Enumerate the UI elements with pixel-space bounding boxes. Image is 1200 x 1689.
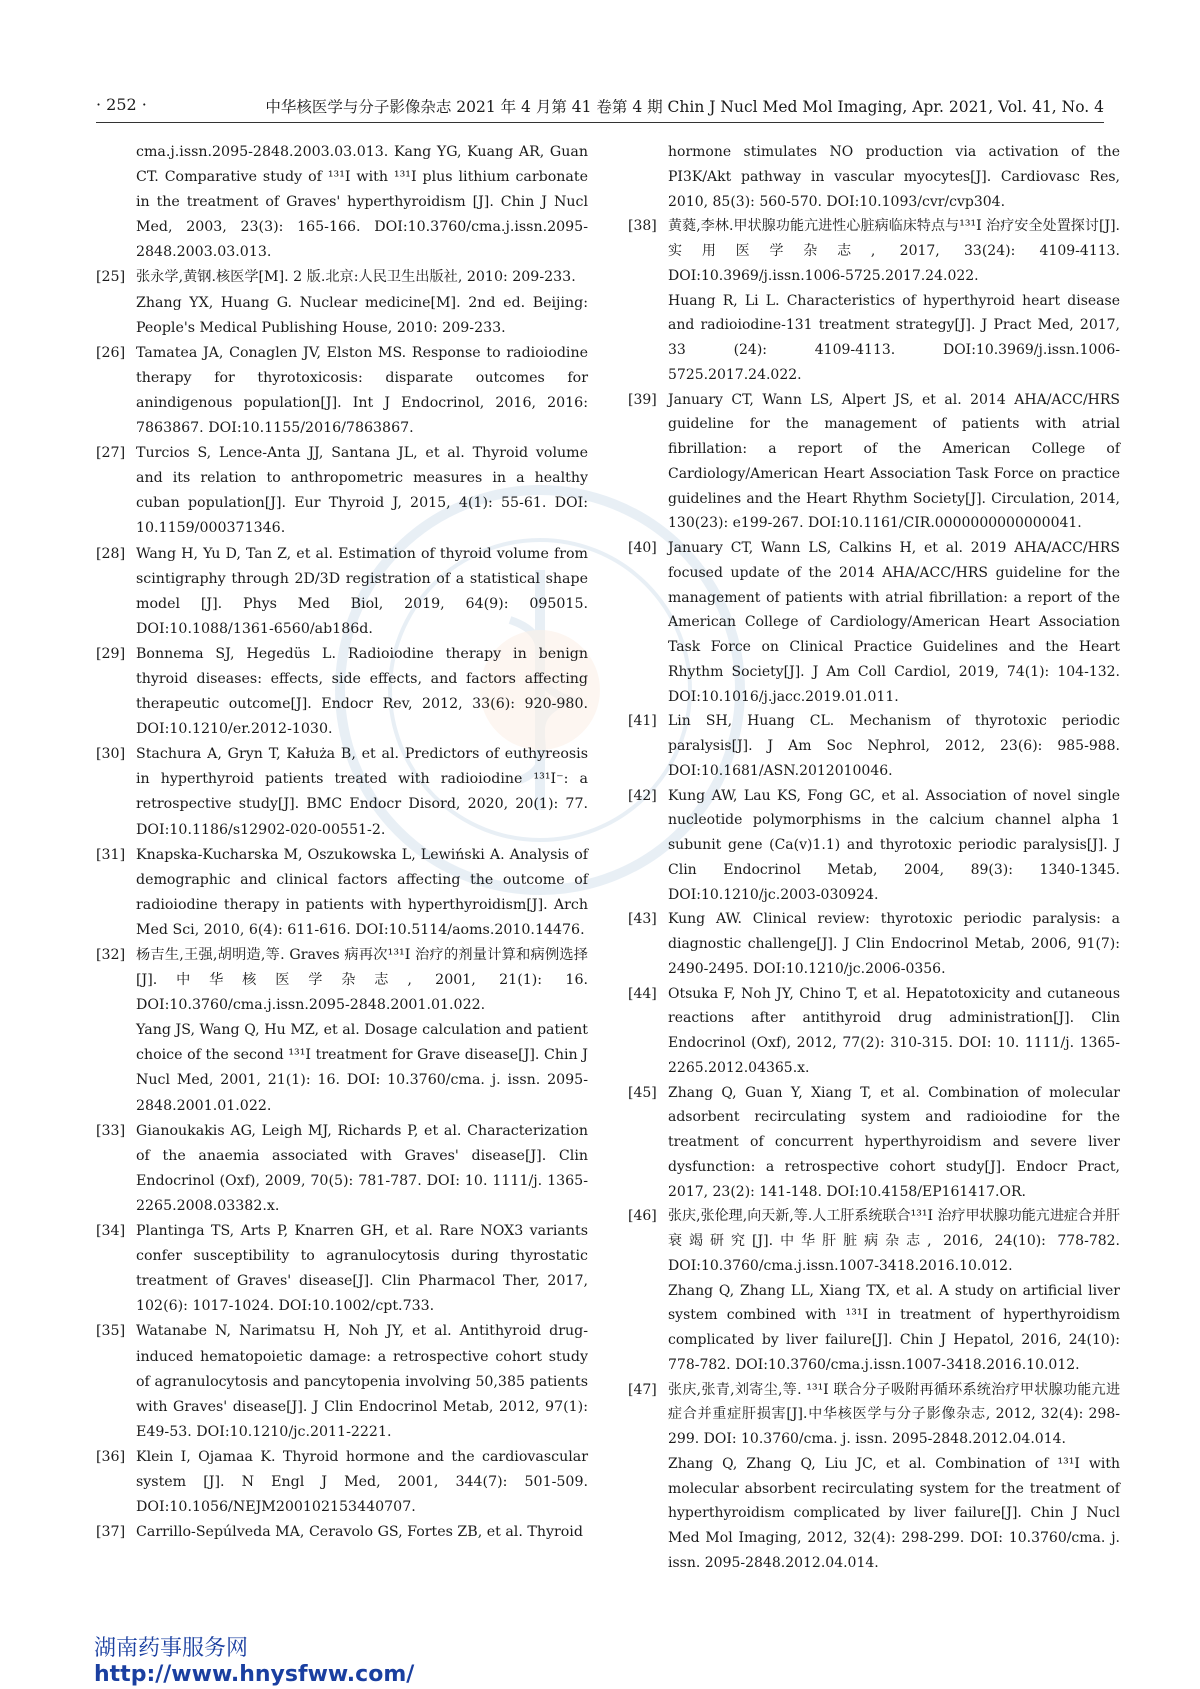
header-rule xyxy=(96,122,1104,123)
reference-number: [39] xyxy=(628,391,657,408)
left-column xyxy=(96,140,588,1545)
reference-item xyxy=(96,943,588,1119)
reference-text: Tamatea JA, Conaglen JV, Elston MS. Response to radioiodine therapy for thyrotoxicosis: disparate outcomes for anindigenous population[J]. Int J Endocrinol, 2016, 2016: 7863867. DOI:10.1155/2016/7863867. xyxy=(136,344,588,437)
reference-item xyxy=(628,1081,1120,1205)
reference-text: January CT, Wann LS, Alpert JS, et al. 2014 AHA/ACC/HRS guideline for the management of patients with atrial fibrillation: a report of the American College of Cardiology/American Heart Association Task Force on practice guidelines and the Heart Rhythm Society[J]. Circulation, 2014, 130(23): e199-267. DOI:10.1161/CIR.0000000000000041. xyxy=(668,391,1120,532)
reference-item xyxy=(628,388,1120,537)
journal-title: 中华核医学与分子影像杂志 2021 年 4 月第 41 卷第 4 期 Chin J Nucl Med Mol Imaging, Apr. 2021, Vol. 41, No. 4 xyxy=(265,98,1104,116)
reference-number: [35] xyxy=(96,1323,126,1340)
footer-watermark xyxy=(94,1636,414,1688)
reference-text: Plantinga TS, Arts P, Knarren GH, et al. Rare NOX3 variants confer susceptibility to agranulocytosis during thyrostatic treatment of Graves' disease[J]. Clin Pharmacol Ther, 2017, 102(6): 1017-1024. DOI:10.1002/cpt.733. xyxy=(136,1223,588,1315)
reference-number: [31] xyxy=(96,846,126,863)
reference-item xyxy=(96,341,588,441)
reference-text: Lin SH, Huang CL. Mechanism of thyrotoxic periodic paralysis[J]. J Am Soc Nephrol, 2012, 23(6): 985-988. DOI:10.1681/ASN.2012010046. xyxy=(668,713,1120,779)
reference-number: [38] xyxy=(628,218,657,235)
reference-translation: Zhang YX, Huang G. Nuclear medicine[M]. 2nd ed. Beijing: People's Medical Publishing House, 2010: 209-233. xyxy=(136,294,588,336)
reference-text: Watanabe N, Narimatsu H, Noh JY, et al. Antithyroid drug-induced hematopoietic damage: a retrospective cohort study of agranulocytosis and pancytopenia involving 50,385 patients with Graves' disease[J]. J Clin Endocrinol Metab, 2012, 97(1): E49-53. DOI:10.1210/jc.2011-2221. xyxy=(136,1323,588,1440)
reference-text: Turcios S, Lence-Anta JJ, Santana JL, et al. Thyroid volume and its relation to anthropometric measures in a healthy cuban population[J]. Eur Thyroid J, 2015, 4(1): 55-61. DOI: 10.1159/000371346. xyxy=(136,445,588,537)
reference-text: Kung AW, Lau KS, Fong GC, et al. Association of novel single nucleotide polymorphisms in the calcium channel alpha 1 subunit gene (Ca(v)1.1) and thyrotoxic periodic paralysis[J]. J Clin Endocrinol Metab, 2004, 89(3): 1340-1345. DOI:10.1210/jc.2003-030924. xyxy=(668,787,1120,903)
reference-text: 张庆,张伦理,向天新,等.人工肝系统联合¹³¹I 治疗甲状腺功能亢进症合并肝衰竭研究[J].中华肝脏病杂志, 2016, 24(10): 778-782. DOI:10.3760/cma.j.issn.1007-3418.2016.10.012. xyxy=(668,1208,1120,1274)
reference-number: [29] xyxy=(96,645,126,662)
reference-translation: Kang YG, Kuang AR, Guan CT. Comparative study of ¹³¹I with ¹³¹I plus lithium carbonate in the treatment of Graves' hyperthyroidism [J]. Chin J Nucl Med, 2003, 23(3): 165-166. DOI:10.3760/cma.j.issn.2095-2848.2003.03.013. xyxy=(136,144,588,261)
reference-text: Zhang Q, Guan Y, Xiang T, et al. Combination of molecular adsorbent recirculating system and radioiodine for the treatment of concurrent hyperthyroidism and severe liver dysfunction: a retrospective cohort study[J]. Endocr Pract, 2017, 23(2): 141-148. DOI:10.4158/EP161417.OR. xyxy=(668,1084,1120,1200)
reference-translation: Zhang Q, Zhang LL, Xiang TX, et al. A study on artificial liver system combined with ¹³¹I in treatment of hyperthyroidism complicated by liver failure[J]. Chin J Hepatol, 2016, 24(10): 778-782. DOI:10.3760/cma.j.issn.1007-3418.2016.10.012. xyxy=(668,1282,1120,1373)
reference-text: Wang H, Yu D, Tan Z, et al. Estimation of thyroid volume from scintigraphy through 2D/3D registration of a statistical shape model [J]. Phys Med Biol, 2019, 64(9): 095015. DOI:10.1088/1361-6560/ab186d. xyxy=(136,545,588,637)
page-number: · 252 · xyxy=(96,95,147,114)
running-header xyxy=(96,95,1104,123)
reference-item xyxy=(96,1119,588,1219)
reference-text: 张庆,张青,刘寄尘,等. ¹³¹I 联合分子吸附再循环系统治疗甲状腺功能亢进症合并重症肝损害[J].中华核医学与分子影像杂志, 2012, 32(4): 298-299. DOI: 10.3760/cma. j. issn. 2095-2848.2012.04.014. xyxy=(668,1381,1120,1447)
reference-item xyxy=(628,214,1120,387)
reference-text: 张永学,黄钢.核医学[M]. 2 版.北京:人民卫生出版社, 2010: 209-233. xyxy=(136,269,576,286)
reference-number: [25] xyxy=(96,269,126,286)
right-column xyxy=(628,140,1120,1576)
reference-translation: Zhang Q, Zhang Q, Liu JC, et al. Combination of ¹³¹I with molecular absorbent recirculating system for the treatment of hyperthyroidism complicated by liver failure[J]. Chin J Nucl Med Mol Imaging, 2012, 32(4): 298-299. DOI: 10.3760/cma. j. issn. 2095-2848.2012.04.014. xyxy=(668,1455,1120,1571)
reference-number: [44] xyxy=(628,985,657,1002)
reference-item xyxy=(628,907,1120,981)
reference-item xyxy=(628,1378,1120,1576)
reference-text: Carrillo-Sepúlveda MA, Ceravolo GS, Fortes ZB, et al. Thyroid xyxy=(136,1524,583,1541)
reference-number: [33] xyxy=(96,1122,126,1139)
reference-text: January CT, Wann LS, Calkins H, et al. 2019 AHA/ACC/HRS focused update of the 2014 AHA/ACC/HRS guideline for the management of patients with atrial fibrillation: a report of the American College of Cardiology/American Heart Association Task Force on Clinical Practice Guidelines and the Heart Rhythm Society[J]. J Am Coll Cardiol, 2019, 74(1): 104-132. DOI:10.1016/j.jacc.2019.01.011. xyxy=(668,540,1120,705)
reference-number: [27] xyxy=(96,445,126,462)
reference-text: Stachura A, Gryn T, Kałuża B, et al. Predictors of euthyreosis in hyperthyroid patients treated with radioiodine ¹³¹I⁻: a retrospective study[J]. BMC Endocr Disord, 2020, 20(1): 77. DOI:10.1186/s12902-020-00551-2. xyxy=(136,746,588,838)
reference-item xyxy=(628,536,1120,709)
reference-number: [43] xyxy=(628,911,657,928)
reference-item xyxy=(96,1219,588,1319)
reference-number: [42] xyxy=(628,787,657,804)
reference-item xyxy=(628,784,1120,908)
reference-translation: Yang JS, Wang Q, Hu MZ, et al. Dosage calculation and patient choice of the second ¹³¹I treatment for Grave disease[J]. Chin J Nucl Med, 2001, 21(1): 16. DOI: 10.3760/cma. j. issn. 2095-2848.2001.01.022. xyxy=(136,1022,588,1114)
reference-item xyxy=(628,709,1120,783)
reference-item xyxy=(96,265,588,340)
reference-text: 黄蕤,李林.甲状腺功能亢进性心脏病临床特点与¹³¹I 治疗安全处置探讨[J].实用医学杂志, 2017, 33(24): 4109-4113. DOI:10.3969/j.issn.1006-5725.2017.24.022. xyxy=(668,218,1120,284)
reference-item xyxy=(628,982,1120,1081)
reference-item xyxy=(96,843,588,943)
reference-number: [36] xyxy=(96,1448,126,1465)
reference-text: Otsuka F, Noh JY, Chino T, et al. Hepatotoxicity and cutaneous reactions after antithyroid drug administration[J]. Clin Endocrinol (Oxf), 2012, 77(2): 310-315. DOI: 10. 1111/j. 1365-2265.2012.04365.x. xyxy=(668,985,1120,1076)
continued-reference xyxy=(628,140,1120,214)
reference-item xyxy=(96,1445,588,1520)
reference-item xyxy=(96,742,588,842)
reference-number: [30] xyxy=(96,746,126,763)
reference-number: [40] xyxy=(628,540,657,556)
reference-text: 杨吉生,王强,胡明造,等. Graves 病再次¹³¹I 治疗的剂量计算和病例选择[J].中华核医学杂志, 2001, 21(1): 16. DOI:10.3760/cma.j.issn.2095-2848.2001.01.022. xyxy=(136,947,588,1014)
reference-item xyxy=(96,1520,588,1545)
reference-number: [26] xyxy=(96,344,126,361)
reference-text: Gianoukakis AG, Leigh MJ, Richards P, et al. Characterization of the anaemia associated with Graves' disease[J]. Clin Endocrinol (Oxf), 2009, 70(5): 781-787. DOI: 10. 1111/j. 1365-2265.2008.03382.x. xyxy=(136,1122,588,1214)
reference-number: [45] xyxy=(628,1084,657,1101)
site-url-link[interactable]: http://www.hnysfww.com/ xyxy=(94,1662,415,1687)
reference-number: [41] xyxy=(628,713,657,730)
reference-item xyxy=(96,441,588,541)
reference-number: [37] xyxy=(96,1524,126,1541)
reference-text: Kung AW. Clinical review: thyrotoxic periodic paralysis: a diagnostic challenge[J]. J Clin Endocrinol Metab, 2006, 91(7): 2490-2495. DOI:10.1210/jc.2006-0356. xyxy=(668,911,1120,977)
reference-number: [28] xyxy=(96,545,126,562)
reference-translation: Huang R, Li L. Characteristics of hyperthyroid heart disease and radioiodine-131 treatment strategy[J]. J Pract Med, 2017, 33 (24): 4109-4113. DOI:10.3969/j.issn.1006-5725.2017.24.022. xyxy=(668,292,1120,383)
reference-number: [46] xyxy=(628,1208,657,1225)
reference-number: [34] xyxy=(96,1223,126,1240)
reference-number: [47] xyxy=(628,1381,657,1398)
reference-text: Knapska-Kucharska M, Oszukowska L, Lewiński A. Analysis of demographic and clinical factors affecting the outcome of radioiodine therapy in patients with hyperthyroidism[J]. Arch Med Sci, 2010, 6(4): 611-616. DOI:10.5114/aoms.2010.14476. xyxy=(136,846,588,938)
site-name: 湖南药事服务网 xyxy=(94,1636,249,1661)
reference-text: Bonnema SJ, Hegedüs L. Radioiodine therapy in benign thyroid diseases: effects, side effects, and factors affecting therapeutic outcome[J]. Endocr Rev, 2012, 33(6): 920-980. DOI:10.1210/er.2012-1030. xyxy=(136,645,588,738)
reference-number: [32] xyxy=(96,947,126,963)
reference-item xyxy=(628,1204,1120,1377)
reference-text: cma.j.issn.2095-2848.2003.03.013. xyxy=(136,144,389,160)
reference-text: Klein I, Ojamaa K. Thyroid hormone and the cardiovascular system [J]. N Engl J Med, 2001, 344(7): 501-509. DOI:10.1056/NEJM200102153440707. xyxy=(136,1448,588,1516)
continued-reference xyxy=(96,140,588,265)
reference-text: hormone stimulates NO production via activation of the PI3K/Akt pathway in vascular myocytes[J]. Cardiovasc Res, 2010, 85(3): 560-570. DOI:10.1093/cvr/cvp304. xyxy=(668,144,1120,210)
reference-item xyxy=(96,1319,588,1444)
reference-item xyxy=(96,642,588,742)
reference-item xyxy=(96,542,588,642)
